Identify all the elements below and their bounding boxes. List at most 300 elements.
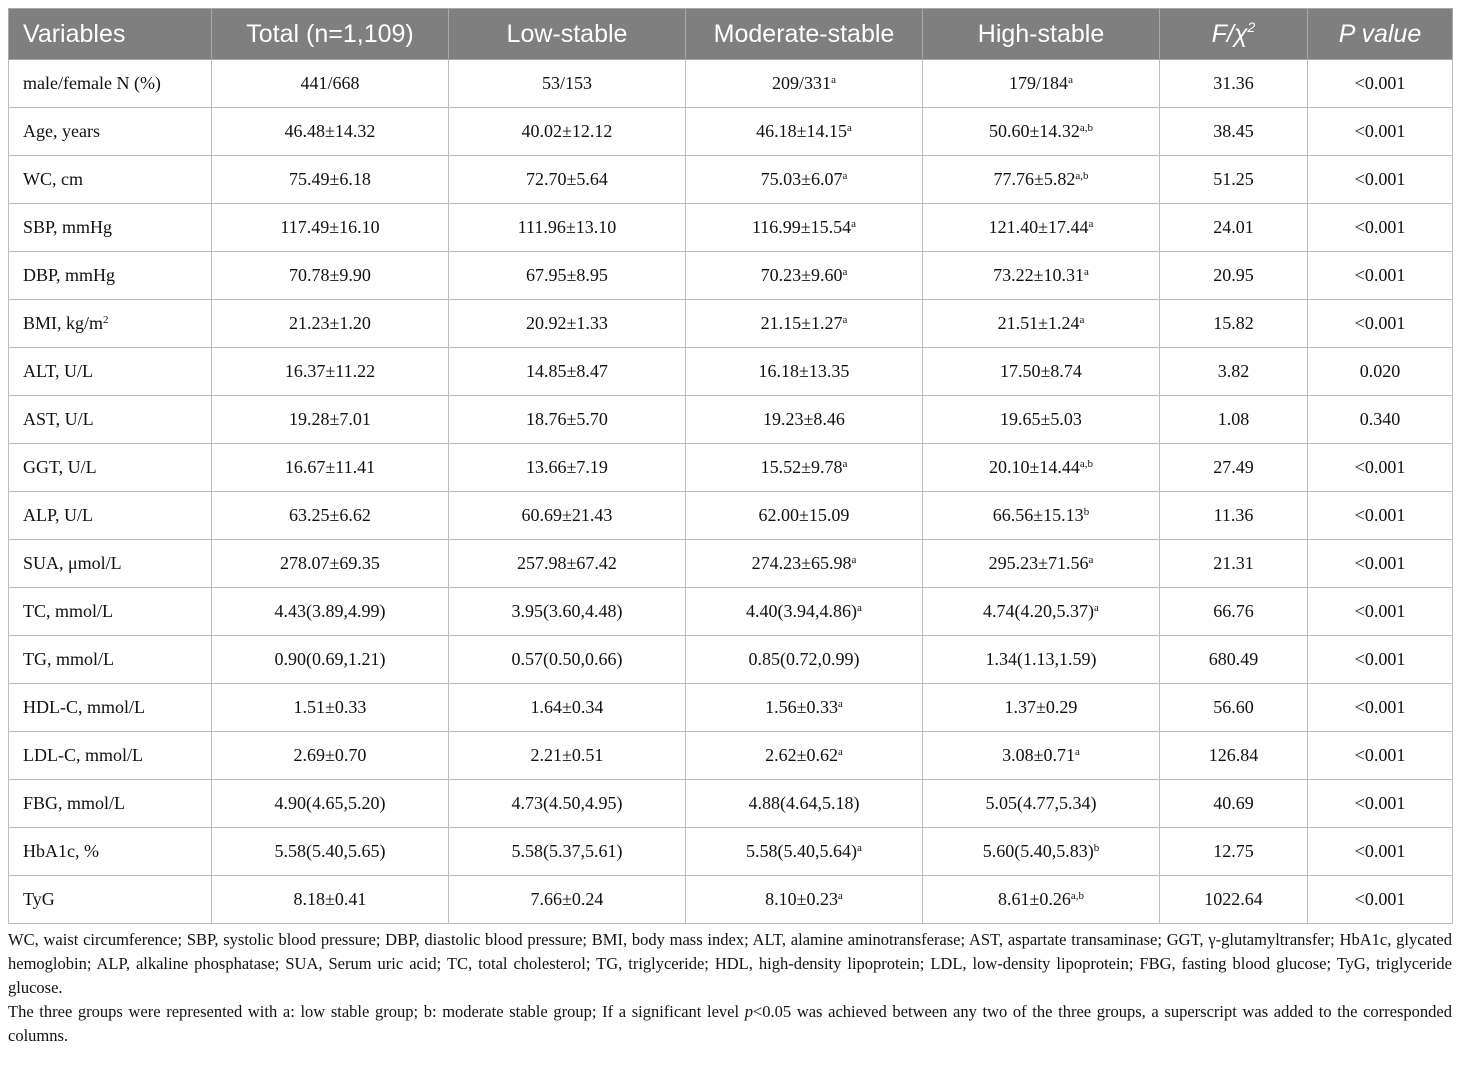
cell-p-value (1308, 492, 1453, 540)
cell-variable (9, 540, 212, 588)
cell-high-stable-text: 179/184 (1009, 73, 1069, 93)
cell-variable-text: WC, cm (23, 169, 83, 189)
cell-p-value (1308, 588, 1453, 636)
cell-p-value (1308, 300, 1453, 348)
header-variables: Variables (9, 9, 212, 60)
cell-low-stable (449, 396, 686, 444)
cell-low-stable (449, 684, 686, 732)
cell-variable-text: male/female N (%) (23, 73, 161, 93)
cell-moderate-stable (686, 876, 923, 924)
cell-high-stable (923, 540, 1160, 588)
cell-low-stable-text: 60.69±21.43 (521, 505, 613, 525)
cell-high-stable-text: 1.34(1.13,1.59) (985, 649, 1097, 669)
significance-superscript: a (842, 170, 848, 182)
cell-f-chi2 (1160, 204, 1308, 252)
cell-f-chi2-text: 27.49 (1213, 457, 1254, 477)
cell-moderate-stable (686, 444, 923, 492)
cell-p-value-text: <0.001 (1354, 121, 1406, 141)
significance-superscript: a (831, 74, 836, 86)
cell-f-chi2 (1160, 684, 1308, 732)
cell-variable-text: FBG, mmol/L (23, 793, 126, 813)
cell-variable-text: HDL-C, mmol/L (23, 697, 145, 717)
cell-total-text: 63.25±6.62 (289, 505, 371, 525)
cell-low-stable (449, 300, 686, 348)
cell-p-value-text: <0.001 (1354, 73, 1406, 93)
table-row (9, 828, 1453, 876)
header-moderate-stable: Moderate-stable (686, 9, 923, 60)
cell-total-text: 16.67±11.41 (284, 457, 376, 477)
cell-moderate-stable (686, 156, 923, 204)
header-f-chi2-text: $F/\chi^2$ (1211, 18, 1256, 48)
cell-moderate-stable-text: 8.10±0.23 (765, 889, 838, 909)
cell-low-stable-text: 1.64±0.34 (530, 697, 604, 717)
cell-high-stable (923, 252, 1160, 300)
cell-p-value (1308, 396, 1453, 444)
cell-p-value-text: <0.001 (1354, 217, 1406, 237)
cell-high-stable (923, 396, 1160, 444)
cell-f-chi2 (1160, 780, 1308, 828)
significance-superscript: 2 (103, 314, 109, 326)
cell-variable (9, 492, 212, 540)
cell-low-stable (449, 876, 686, 924)
cell-f-chi2-text: 20.95 (1213, 265, 1254, 285)
cell-f-chi2-text: 51.25 (1213, 169, 1254, 189)
cell-low-stable-text: 257.98±67.42 (517, 553, 617, 573)
cell-p-value (1308, 204, 1453, 252)
cell-f-chi2-text: 680.49 (1208, 649, 1259, 669)
cell-moderate-stable (686, 108, 923, 156)
cell-f-chi2 (1160, 252, 1308, 300)
cell-total-text: 5.58(5.40,5.65) (274, 841, 386, 861)
cell-f-chi2 (1160, 828, 1308, 876)
cell-variable (9, 300, 212, 348)
cell-moderate-stable-text: 19.23±8.46 (763, 409, 845, 429)
cell-p-value-text: <0.001 (1354, 457, 1406, 477)
table-row (9, 780, 1453, 828)
cell-low-stable (449, 540, 686, 588)
cell-low-stable (449, 588, 686, 636)
table-row (9, 732, 1453, 780)
cell-total (212, 540, 449, 588)
significance-superscript: a (842, 314, 848, 326)
significance-superscript: a (838, 890, 843, 902)
cell-total (212, 156, 449, 204)
cell-variable (9, 348, 212, 396)
cell-f-chi2-text: 24.01 (1213, 217, 1254, 237)
significance-superscript: a,b (1079, 122, 1094, 134)
significance-superscript: a,b (1070, 890, 1085, 902)
cell-variable (9, 444, 212, 492)
cell-variable-text: DBP, mmHg (23, 265, 116, 285)
cell-moderate-stable (686, 60, 923, 108)
significance-superscript: a (838, 698, 843, 710)
cell-p-value (1308, 60, 1453, 108)
cell-moderate-stable-text: 15.52±9.78 (760, 457, 843, 477)
cell-variable (9, 636, 212, 684)
cell-p-value (1308, 156, 1453, 204)
cell-p-value-text: <0.001 (1354, 169, 1406, 189)
cell-high-stable-text: 3.08±0.71 (1002, 745, 1075, 765)
significance-superscript: a,b (1079, 458, 1094, 470)
cell-moderate-stable (686, 828, 923, 876)
cell-high-stable-text: 5.60(5.40,5.83) (982, 841, 1094, 861)
cell-moderate-stable-text: 62.00±15.09 (758, 505, 850, 525)
cell-p-value-text: <0.001 (1354, 889, 1406, 909)
cell-variable-text: HbA1c, % (23, 841, 99, 861)
cell-high-stable (923, 156, 1160, 204)
cell-f-chi2-text: 12.75 (1213, 841, 1254, 861)
cell-high-stable (923, 684, 1160, 732)
cell-high-stable (923, 828, 1160, 876)
cell-f-chi2-text: 1.08 (1217, 409, 1250, 429)
cell-moderate-stable-text: 2.62±0.62 (765, 745, 838, 765)
cell-moderate-stable (686, 780, 923, 828)
cell-p-value (1308, 636, 1453, 684)
cell-low-stable-text: 3.95(3.60,4.48) (511, 601, 623, 621)
cell-high-stable-text: 295.23±71.56 (988, 553, 1089, 573)
cell-low-stable-text: 67.95±8.95 (526, 265, 608, 285)
cell-total-text: 16.37±11.22 (284, 361, 376, 381)
table-row (9, 156, 1453, 204)
cell-p-value (1308, 540, 1453, 588)
cell-p-value-text: <0.001 (1354, 793, 1406, 813)
cell-high-stable (923, 348, 1160, 396)
cell-variable (9, 108, 212, 156)
cell-total-text: 70.78±9.90 (289, 265, 371, 285)
cell-high-stable-text: 4.74(4.20,5.37) (983, 601, 1095, 621)
cell-p-value (1308, 348, 1453, 396)
header-total: Total (n=1,109) (212, 9, 449, 60)
footnote-p-symbol: p (744, 1002, 753, 1021)
significance-superscript: a (847, 122, 852, 134)
cell-low-stable (449, 636, 686, 684)
cell-total (212, 828, 449, 876)
cell-low-stable-text: 111.96±13.10 (517, 217, 617, 237)
cell-high-stable (923, 492, 1160, 540)
cell-moderate-stable-text: 16.18±13.35 (758, 361, 850, 381)
cell-variable-text: LDL-C, mmol/L (23, 745, 143, 765)
cell-total-text: 4.43(3.89,4.99) (274, 601, 386, 621)
cell-moderate-stable-text: 209/331 (772, 73, 832, 93)
cell-moderate-stable (686, 204, 923, 252)
cell-low-stable (449, 108, 686, 156)
cell-f-chi2-text: 3.82 (1217, 361, 1250, 381)
cell-f-chi2-text: 31.36 (1213, 73, 1254, 93)
cell-moderate-stable (686, 636, 923, 684)
cell-high-stable-text: 21.51±1.24 (997, 313, 1080, 333)
cell-low-stable-text: 18.76±5.70 (526, 409, 608, 429)
cell-moderate-stable-text: 4.88(4.64,5.18) (748, 793, 860, 813)
cell-f-chi2-text: 66.76 (1213, 601, 1254, 621)
table-row (9, 348, 1453, 396)
cell-total-text: 1.51±0.33 (293, 697, 367, 717)
cell-low-stable-text: 20.92±1.33 (526, 313, 608, 333)
footnote-groups-part1: The three groups were represented with a: low stable group; b: moderate stable group; If a significant level (8, 1002, 745, 1021)
cell-variable-text: ALT, U/L (23, 361, 93, 381)
cell-low-stable (449, 252, 686, 300)
significance-superscript: a (1088, 554, 1094, 566)
cell-p-value-text: <0.001 (1354, 601, 1406, 621)
cell-low-stable (449, 732, 686, 780)
significance-superscript: a (842, 266, 848, 278)
cell-moderate-stable (686, 492, 923, 540)
cell-moderate-stable-text: 4.40(3.94,4.86) (746, 601, 858, 621)
cell-low-stable-text: 13.66±7.19 (526, 457, 608, 477)
cell-total (212, 204, 449, 252)
cell-p-value-text: <0.001 (1354, 313, 1406, 333)
cell-low-stable (449, 444, 686, 492)
cell-moderate-stable (686, 396, 923, 444)
cell-total (212, 252, 449, 300)
cell-variable-text: TyG (23, 889, 55, 909)
cell-high-stable (923, 204, 1160, 252)
cell-moderate-stable-text: 75.03±6.07 (760, 169, 843, 189)
significance-superscript: a,b (1075, 170, 1089, 182)
cell-f-chi2 (1160, 540, 1308, 588)
cell-moderate-stable (686, 684, 923, 732)
cell-total (212, 588, 449, 636)
cell-moderate-stable (686, 540, 923, 588)
cell-low-stable (449, 492, 686, 540)
cell-f-chi2-text: 38.45 (1213, 121, 1254, 141)
cell-high-stable-text: 73.22±10.31 (993, 265, 1084, 285)
cell-high-stable (923, 876, 1160, 924)
cell-total-text: 19.28±7.01 (289, 409, 371, 429)
cell-total-text: 75.49±6.18 (289, 169, 371, 189)
cell-f-chi2 (1160, 396, 1308, 444)
cell-high-stable (923, 588, 1160, 636)
cell-variable-text: GGT, U/L (23, 457, 97, 477)
cell-low-stable-text: 7.66±0.24 (530, 889, 604, 909)
cell-total-text: 4.90(4.65,5.20) (274, 793, 386, 813)
significance-superscript: a (1088, 218, 1094, 230)
cell-variable (9, 204, 212, 252)
header-row (9, 9, 1453, 60)
cell-p-value (1308, 828, 1453, 876)
cell-low-stable-text: 4.73(4.50,4.95) (511, 793, 623, 813)
cell-p-value-text: 0.340 (1359, 409, 1401, 429)
cell-low-stable-text: 5.58(5.37,5.61) (511, 841, 623, 861)
cell-f-chi2-text: 126.84 (1208, 745, 1259, 765)
table-row (9, 876, 1453, 924)
cell-total (212, 60, 449, 108)
cell-f-chi2 (1160, 156, 1308, 204)
cell-f-chi2-text: 40.69 (1213, 793, 1254, 813)
cell-high-stable-text: 17.50±8.74 (1000, 361, 1082, 381)
cell-total (212, 732, 449, 780)
cell-total (212, 300, 449, 348)
cell-moderate-stable-text: 0.85(0.72,0.99) (748, 649, 860, 669)
significance-superscript: a (1084, 266, 1089, 278)
chi-square-exponent: 2 (1247, 18, 1256, 35)
cell-f-chi2 (1160, 60, 1308, 108)
cell-total (212, 108, 449, 156)
significance-superscript: a (1094, 602, 1099, 614)
cell-f-chi2 (1160, 492, 1308, 540)
cell-moderate-stable (686, 348, 923, 396)
cell-f-chi2-text: 11.36 (1213, 505, 1254, 525)
significance-superscript: a (851, 218, 857, 230)
cell-total-text: 441/668 (300, 73, 360, 93)
cell-variable (9, 252, 212, 300)
cell-f-chi2 (1160, 444, 1308, 492)
cell-low-stable-text: 72.70±5.64 (526, 169, 608, 189)
cell-p-value-text: <0.001 (1354, 553, 1406, 573)
cell-variable-text: TG, mmol/L (23, 649, 114, 669)
cell-p-value-text: <0.001 (1354, 265, 1406, 285)
cell-moderate-stable-text: 5.58(5.40,5.64) (746, 841, 858, 861)
cell-low-stable (449, 780, 686, 828)
table-row (9, 684, 1453, 732)
footnote-groups (8, 1000, 1452, 1048)
table-row (9, 60, 1453, 108)
cell-low-stable-text: 53/153 (541, 73, 592, 93)
cell-total (212, 780, 449, 828)
cell-high-stable (923, 780, 1160, 828)
cell-total (212, 444, 449, 492)
cell-high-stable-text: 1.37±0.29 (1004, 697, 1078, 717)
table-container (8, 8, 1452, 1048)
header-p-value: P value (1308, 9, 1453, 60)
cell-moderate-stable (686, 300, 923, 348)
significance-superscript: a (857, 842, 862, 854)
table-body (9, 60, 1453, 924)
table-row (9, 636, 1453, 684)
cell-variable-text: TC, mmol/L (23, 601, 113, 621)
header-low-stable: Low-stable (449, 9, 686, 60)
cell-total (212, 348, 449, 396)
table-row (9, 108, 1453, 156)
cell-f-chi2 (1160, 108, 1308, 156)
cell-high-stable (923, 60, 1160, 108)
cell-p-value-text: <0.001 (1354, 649, 1406, 669)
cell-low-stable-text: 40.02±12.12 (521, 121, 613, 141)
cell-low-stable (449, 204, 686, 252)
cell-p-value (1308, 732, 1453, 780)
cell-moderate-stable-text: 46.18±14.15 (756, 121, 847, 141)
cell-f-chi2-text: 21.31 (1213, 553, 1254, 573)
cell-variable-text: SUA, μmol/L (23, 553, 122, 573)
cell-variable-text: SBP, mmHg (23, 217, 113, 237)
table-row (9, 252, 1453, 300)
cell-moderate-stable-text: 21.15±1.27 (760, 313, 843, 333)
table-row (9, 588, 1453, 636)
cell-total (212, 876, 449, 924)
cell-variable (9, 60, 212, 108)
cell-total-text: 8.18±0.41 (293, 889, 367, 909)
significance-superscript: a (851, 554, 857, 566)
cell-moderate-stable-text: 1.56±0.33 (765, 697, 838, 717)
cell-p-value (1308, 876, 1453, 924)
cell-total (212, 492, 449, 540)
cell-variable-text: BMI, kg/m (23, 313, 104, 333)
table-row (9, 396, 1453, 444)
cell-high-stable-text: 5.05(4.77,5.34) (985, 793, 1097, 813)
cell-p-value (1308, 684, 1453, 732)
cell-variable (9, 588, 212, 636)
cell-high-stable-text: 20.10±14.44 (988, 457, 1080, 477)
cell-high-stable-text: 19.65±5.03 (1000, 409, 1082, 429)
cell-moderate-stable-text: 70.23±9.60 (760, 265, 843, 285)
cell-moderate-stable (686, 252, 923, 300)
cell-variable (9, 876, 212, 924)
cell-p-value-text: <0.001 (1354, 745, 1406, 765)
table-row (9, 300, 1453, 348)
significance-superscript: a (1068, 74, 1073, 86)
cell-total-text: 46.48±14.32 (284, 121, 376, 141)
cell-f-chi2-text: 56.60 (1213, 697, 1254, 717)
cell-f-chi2 (1160, 876, 1308, 924)
cell-f-chi2 (1160, 636, 1308, 684)
cell-low-stable-text: 14.85±8.47 (526, 361, 608, 381)
cell-variable-text: AST, U/L (23, 409, 94, 429)
cell-f-chi2 (1160, 348, 1308, 396)
cell-p-value (1308, 780, 1453, 828)
cell-high-stable (923, 108, 1160, 156)
cell-variable (9, 684, 212, 732)
cell-moderate-stable-text: 116.99±15.54 (751, 217, 852, 237)
cell-low-stable (449, 828, 686, 876)
cell-total-text: 2.69±0.70 (293, 745, 367, 765)
cell-high-stable-text: 66.56±15.13 (992, 505, 1084, 525)
cell-high-stable (923, 300, 1160, 348)
cell-high-stable-text: 121.40±17.44 (988, 217, 1089, 237)
cell-high-stable-text: 8.61±0.26 (997, 889, 1071, 909)
cell-high-stable (923, 444, 1160, 492)
cell-f-chi2 (1160, 300, 1308, 348)
cell-f-chi2 (1160, 588, 1308, 636)
cell-total (212, 396, 449, 444)
cell-low-stable-text: 0.57(0.50,0.66) (511, 649, 623, 669)
cell-f-chi2-text: 15.82 (1213, 313, 1254, 333)
table-row (9, 204, 1453, 252)
cell-moderate-stable (686, 588, 923, 636)
cell-variable (9, 156, 212, 204)
cell-total (212, 684, 449, 732)
table-row (9, 492, 1453, 540)
cell-p-value (1308, 108, 1453, 156)
cell-f-chi2 (1160, 732, 1308, 780)
cell-high-stable-text: 50.60±14.32 (988, 121, 1080, 141)
cell-variable (9, 828, 212, 876)
cell-total (212, 636, 449, 684)
cell-low-stable-text: 2.21±0.51 (530, 745, 604, 765)
cell-variable-text: Age, years (23, 121, 100, 141)
header-high-stable: High-stable (923, 9, 1160, 60)
header-f-chi2 (1160, 9, 1308, 60)
significance-superscript: a (1075, 746, 1080, 758)
significance-superscript: a (842, 458, 848, 470)
significance-superscript: a (857, 602, 862, 614)
cell-moderate-stable-text: 274.23±65.98 (751, 553, 852, 573)
cell-p-value-text: 0.020 (1359, 361, 1401, 381)
significance-superscript: a (838, 746, 843, 758)
cell-total-text: 278.07±69.35 (280, 553, 380, 573)
cell-f-chi2-text: 1022.64 (1204, 889, 1263, 909)
table-row (9, 444, 1453, 492)
significance-superscript: b (1083, 506, 1090, 518)
results-table (8, 8, 1453, 924)
cell-low-stable (449, 348, 686, 396)
footnote-groups-part2: <0.05 was achieved between any two of the three groups, a superscript was added to the corresponded columns. (8, 1002, 1452, 1045)
cell-p-value (1308, 444, 1453, 492)
cell-p-value (1308, 252, 1453, 300)
cell-low-stable (449, 60, 686, 108)
significance-superscript: b (1093, 842, 1100, 854)
cell-high-stable (923, 732, 1160, 780)
cell-variable-text: ALP, U/L (23, 505, 94, 525)
cell-variable (9, 396, 212, 444)
